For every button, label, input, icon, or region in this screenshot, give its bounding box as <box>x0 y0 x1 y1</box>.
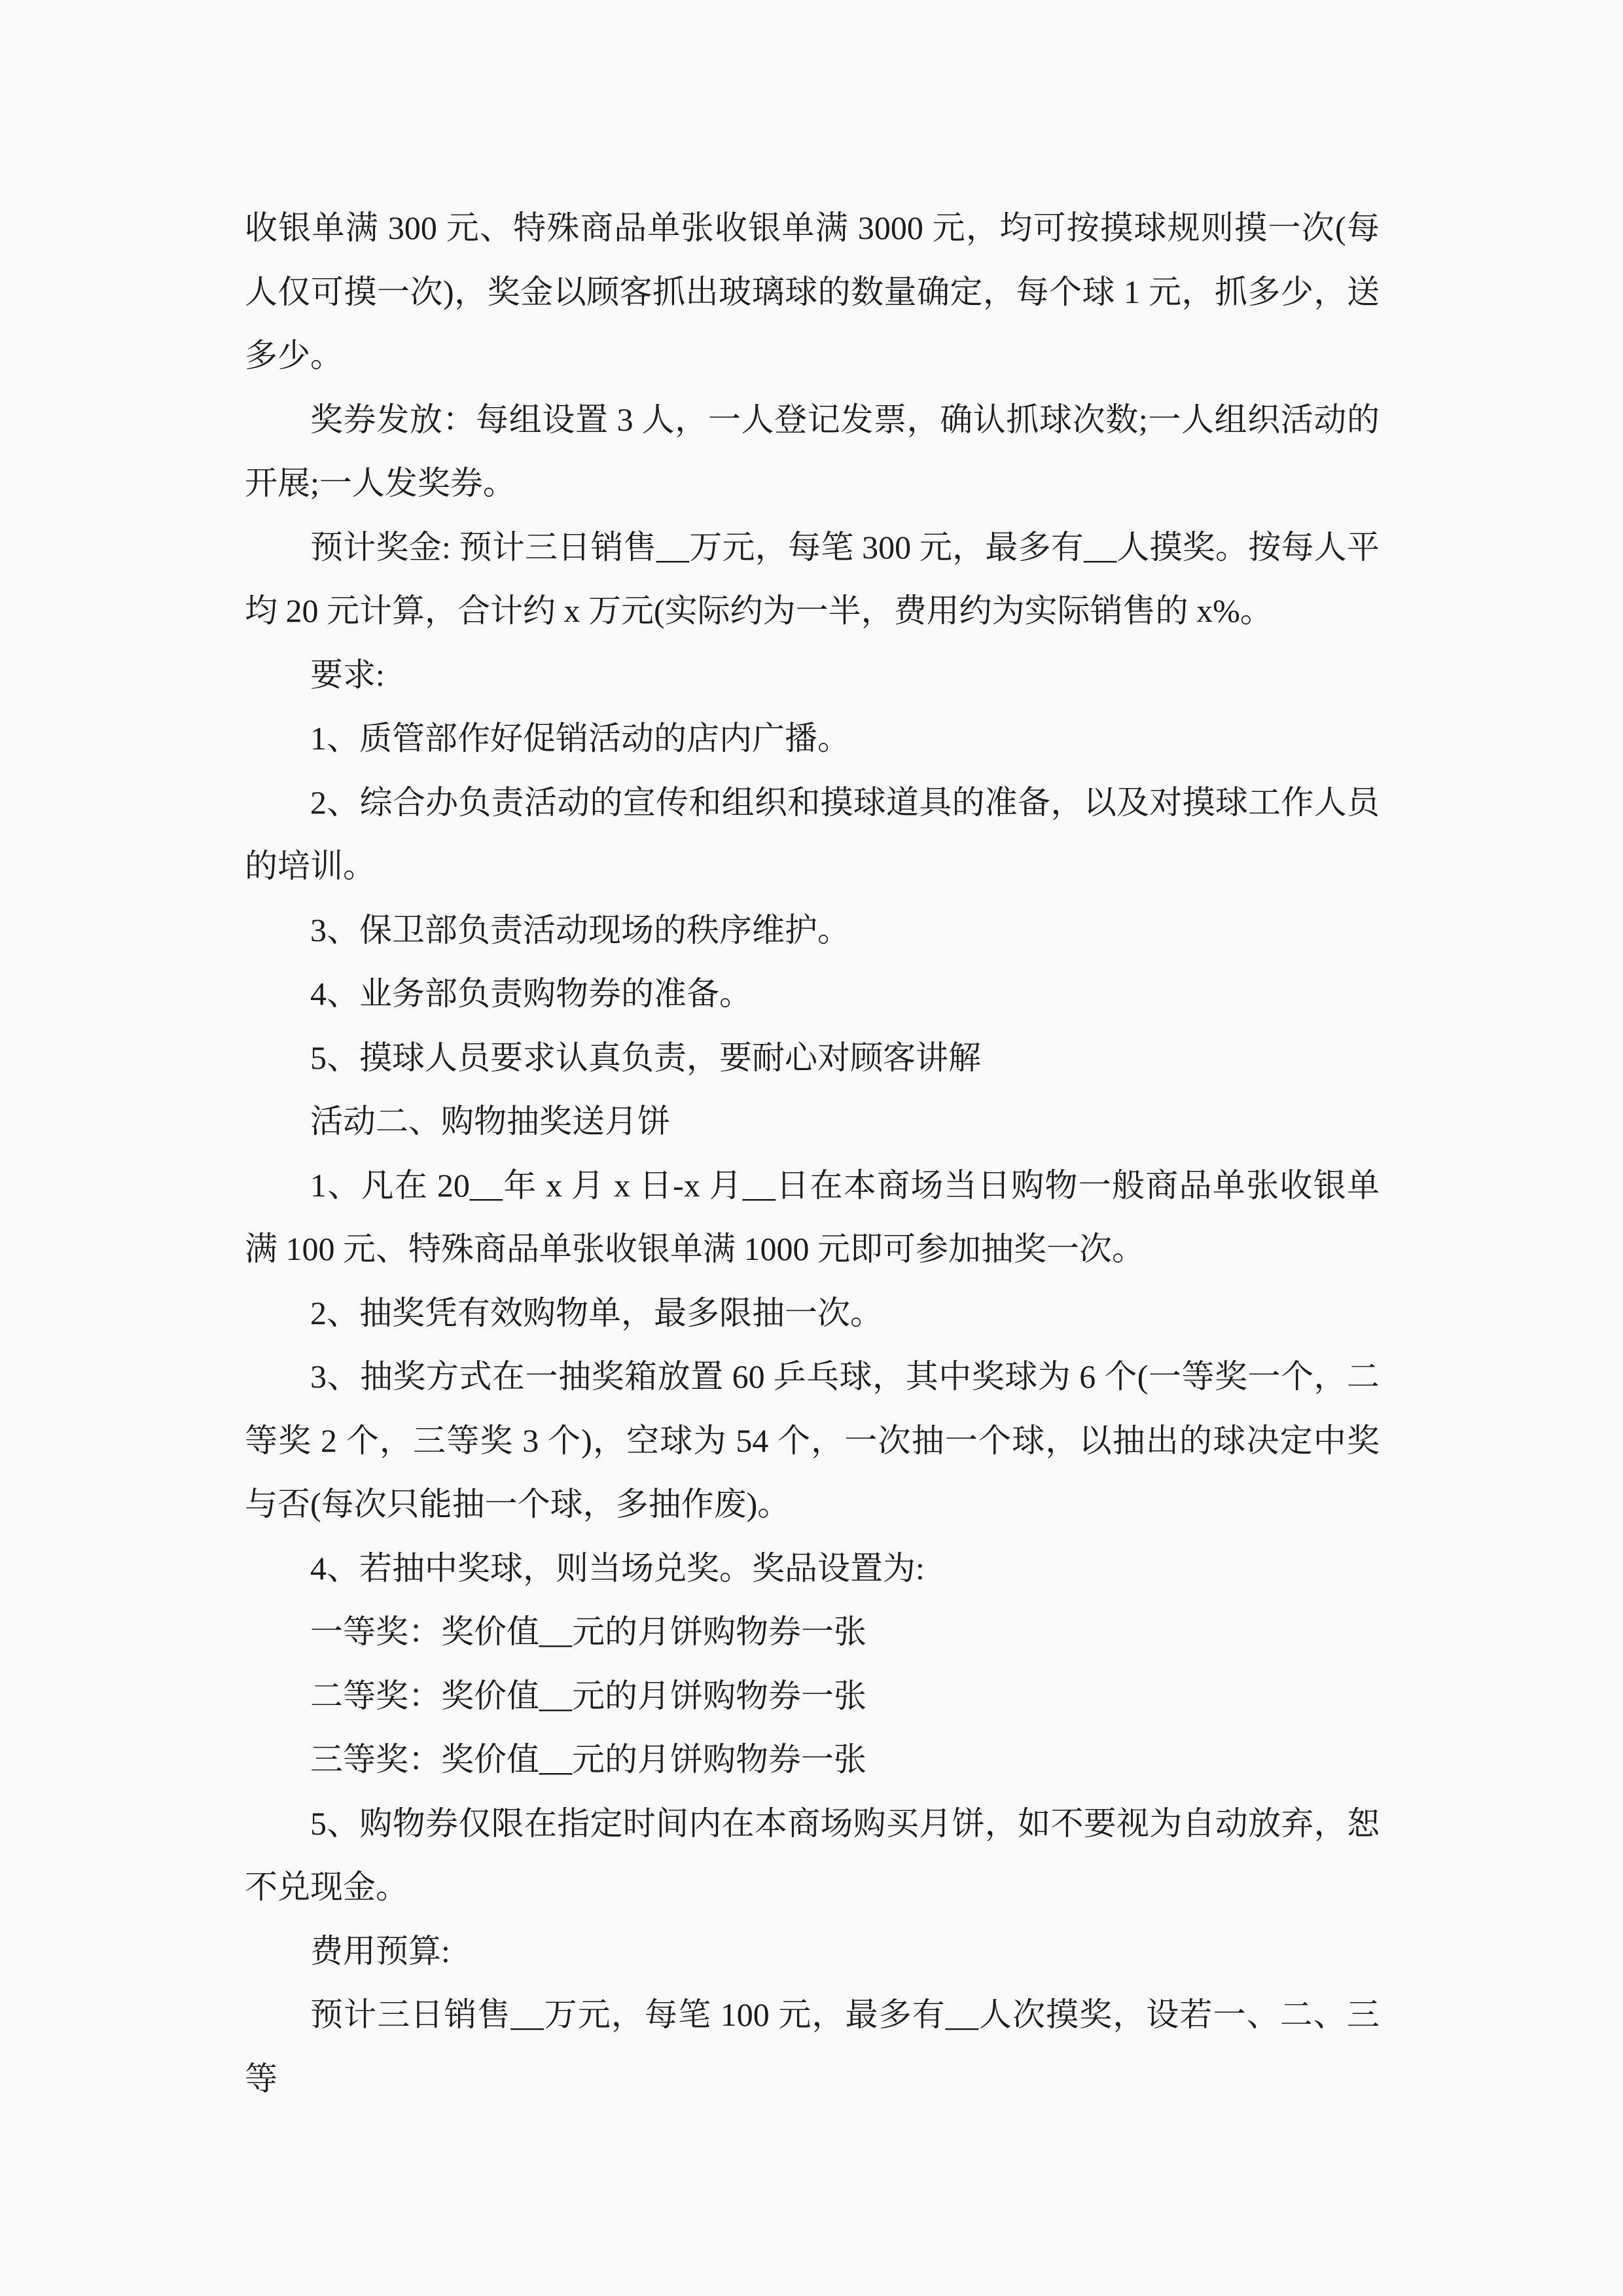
doc-paragraph-activity2-rule-1: 1、凡在 20__年 x 月 x 日-x 月__日在本商场当日购物一般商品单张收银单满 100 元、特殊商品单张收银单满 1000 元即可参加抽奖一次。 <box>245 1166 1380 1267</box>
doc-paragraph-activity2-rule-2: 2、抽奖凭有效购物单，最多限抽一次。 <box>310 1294 883 1331</box>
doc-paragraph-continuation: 收银单满 300 元、特殊商品单张收银单满 3000 元，均可按摸球规则摸一次(每人仅可摸一次)，奖金以顾客抓出玻璃球的数量确定，每个球 1 元，抓多少，送多少。 <box>245 209 1380 374</box>
doc-paragraph-estimated-prize: 预计奖金: 预计三日销售__万元，每笔 300 元，最多有__人摸奖。按每人平均 20 元计算，合计约 x 万元(实际约为一半，费用约为实际销售的 x%。 <box>245 528 1380 629</box>
doc-paragraph-requirement-3: 3、保卫部负责活动现场的秩序维护。 <box>310 911 850 948</box>
doc-paragraph-activity2-rule-4: 4、若抽中奖球，则当场兑奖。奖品设置为: <box>310 1549 925 1587</box>
doc-paragraph-prize-third: 三等奖：奖价值__元的月饼购物券一张 <box>310 1741 866 1778</box>
doc-paragraph-ticket-distribution: 奖券发放：每组设置 3 人，一人登记发票，确认抓球次数;一人组织活动的开展;一人发奖券。 <box>245 401 1380 501</box>
doc-paragraph-requirement-1: 1、质管部作好促销活动的店内广播。 <box>310 720 850 757</box>
doc-paragraph-activity2-rule-3: 3、抽奖方式在一抽奖箱放置 60 乒乓球，其中奖球为 6 个(一等奖一个，二等奖 2 个，三等奖 3 个)，空球为 54 个，一次抽一个球，以抽出的球决定中奖与否(每次只能抽一个球，多抽作废)。 <box>245 1358 1380 1522</box>
doc-paragraph-requirement-4: 4、业务部负责购物券的准备。 <box>310 975 752 1012</box>
doc-paragraph-requirement-2: 2、综合办负责活动的宣传和组织和摸球道具的准备，以及对摸球工作人员的培训。 <box>245 783 1380 884</box>
doc-paragraph-activity2-rule-5: 5、购物券仅限在指定时间内在本商场购买月饼，如不要视为自动放弃，恕不兑现金。 <box>245 1804 1380 1905</box>
doc-paragraph-budget-estimate: 预计三日销售__万元，每笔 100 元，最多有__人次摸奖，设若一、二、三等 <box>245 1996 1380 2097</box>
doc-paragraph-prize-second: 二等奖：奖价值__元的月饼购物券一张 <box>310 1677 866 1714</box>
doc-paragraph-activity2-heading: 活动二、购物抽奖送月饼 <box>310 1103 670 1139</box>
doc-paragraph-prize-first: 一等奖：奖价值__元的月饼购物券一张 <box>310 1613 866 1650</box>
doc-paragraph-budget-heading: 费用预算: <box>310 1932 450 1969</box>
doc-paragraph-requirements-heading: 要求: <box>310 656 385 693</box>
doc-paragraph-requirement-5: 5、摸球人员要求认真负责，要耐心对顾客讲解 <box>310 1039 981 1076</box>
